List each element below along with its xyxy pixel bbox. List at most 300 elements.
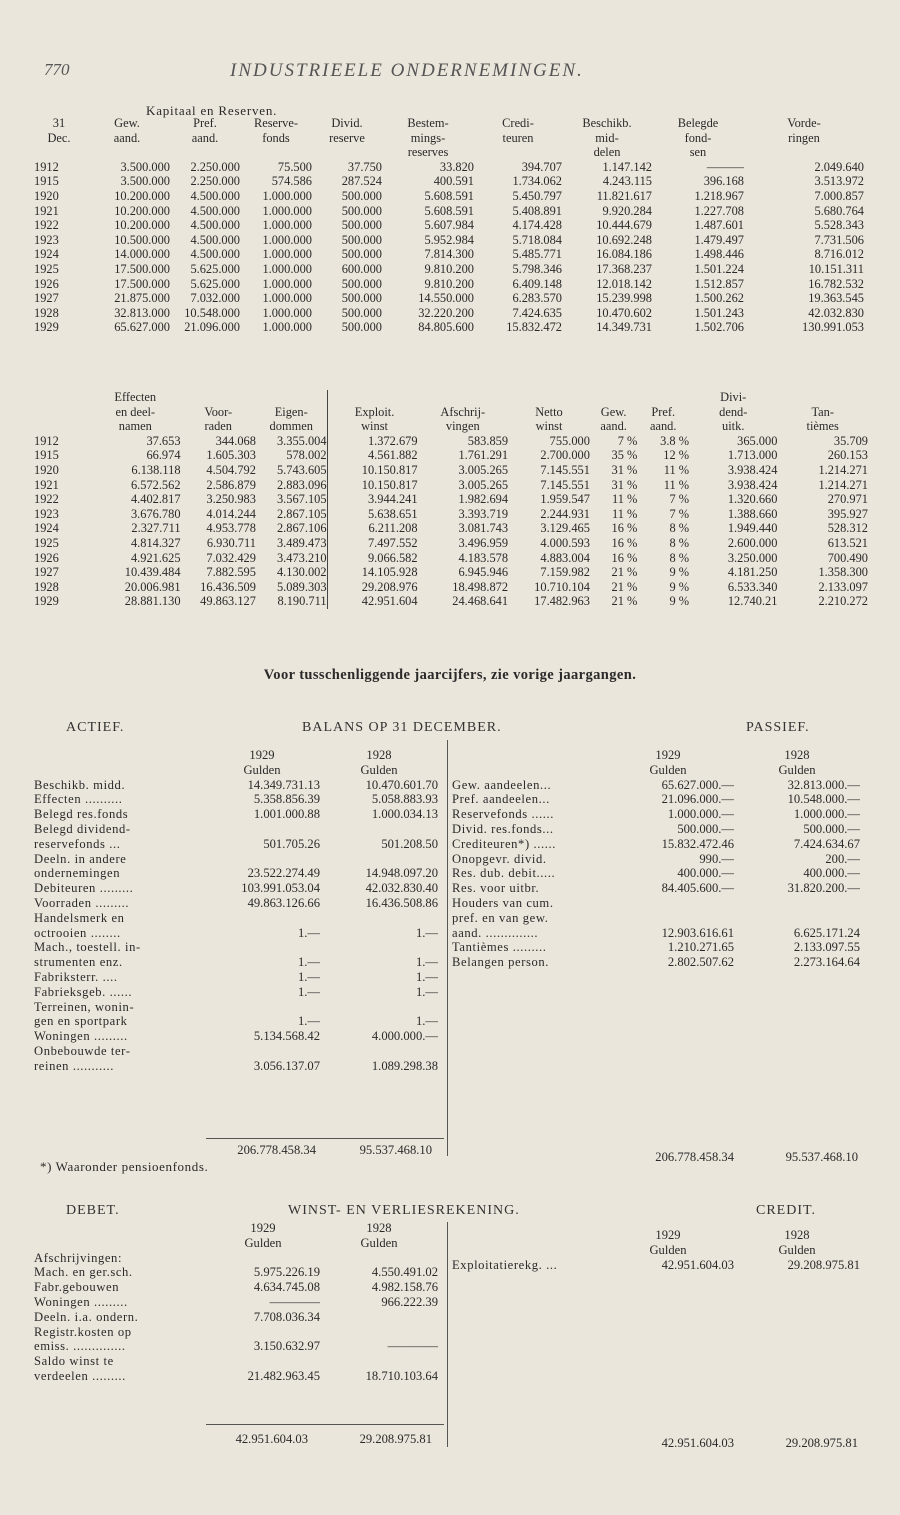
item-value: 1.089.298.38 xyxy=(371,1058,438,1073)
item-label: Gew. aandeelen... xyxy=(452,777,552,792)
table-cell: 1.959.547 xyxy=(540,492,590,507)
item-value xyxy=(204,1044,320,1059)
table-header-row xyxy=(34,405,868,420)
column-header: winst xyxy=(535,419,563,434)
table-cell: 1.218.967 xyxy=(694,188,744,203)
list-item xyxy=(34,896,438,911)
table-cell: 16 % xyxy=(611,550,638,565)
table-cell: 5.638.651 xyxy=(327,507,418,522)
table-cell: 3.500.000 xyxy=(120,174,170,189)
item-value: ———— xyxy=(269,1294,320,1309)
table-cell: 1.487.601 xyxy=(694,218,744,233)
column-header: dend- xyxy=(719,404,748,419)
table-cell: 600.000 xyxy=(341,261,382,276)
table-cell: 6.283.570 xyxy=(512,291,562,306)
table-cell: 17.368.237 xyxy=(596,261,652,276)
column-header xyxy=(418,390,509,405)
table-cell: 1.761.291 xyxy=(458,448,509,463)
column-header xyxy=(256,390,327,405)
table-cell: 1.000.000 xyxy=(262,232,312,247)
table-cell: 583.859 xyxy=(467,433,509,448)
table-row xyxy=(34,463,868,478)
table-cell: 3.8 % xyxy=(660,433,690,448)
table-row xyxy=(34,492,868,507)
column-header: vingen xyxy=(445,419,480,434)
list-item xyxy=(34,1265,438,1280)
table-cell: 5.952.984 xyxy=(424,232,474,247)
table-header-row xyxy=(34,419,868,434)
table-cell: 613.521 xyxy=(827,535,868,550)
table-cell: 1.214.271 xyxy=(818,462,868,477)
table-cell: 21 % xyxy=(611,579,638,594)
table-row xyxy=(34,277,864,292)
table-cell: 3.567.105 xyxy=(276,492,327,507)
item-value: 990.— xyxy=(699,851,734,866)
list-item xyxy=(34,822,438,837)
column-header: reserves xyxy=(407,145,449,160)
table-cell: 500.000 xyxy=(341,188,382,203)
item-value: 1.— xyxy=(297,925,320,940)
item-label: Exploitatierekg. ... xyxy=(452,1257,558,1272)
table-cell: 17.500.000 xyxy=(114,276,170,291)
column-header: 31 xyxy=(52,116,66,130)
item-label: Pref. aandeelen... xyxy=(452,792,550,807)
table-cell: 3.081.743 xyxy=(458,521,509,536)
table-cell: 270.971 xyxy=(827,492,868,507)
table-cell: 31 % xyxy=(611,462,638,477)
table-cell: 3.393.719 xyxy=(458,506,509,521)
table-cell: 21 % xyxy=(611,565,638,580)
table-cell: 7 % xyxy=(617,433,638,448)
table-cell: 1928 xyxy=(34,305,59,320)
table-cell: 1927 xyxy=(34,565,59,580)
table-row xyxy=(34,580,868,595)
table-cell: 396.168 xyxy=(703,174,744,189)
item-label: emiss. .............. xyxy=(34,1339,126,1354)
table-cell: 5.607.984 xyxy=(424,218,474,233)
table-cell: 35 % xyxy=(611,448,638,463)
list-item xyxy=(34,1339,438,1354)
column-header: winst xyxy=(327,419,418,434)
column-header: Dec. xyxy=(47,130,71,145)
table-cell: 16.084.186 xyxy=(596,247,652,262)
table-cell: 1922 xyxy=(34,492,59,507)
item-label: Beschikb. midd. xyxy=(34,777,126,792)
wv-title: WINST- EN VERLIESREKENING. xyxy=(288,1203,520,1218)
table-cell: 1.372.679 xyxy=(327,434,418,449)
item-value: 4.000.000.— xyxy=(371,1029,438,1044)
actief-total-1929: 206.778.458.34 xyxy=(237,1143,316,1157)
table-cell: 2.327.711 xyxy=(131,521,181,536)
table-cell: 2.244.931 xyxy=(540,506,590,521)
column-header xyxy=(777,390,868,405)
list-item xyxy=(34,1369,438,1384)
column-header: Eigen- xyxy=(274,404,308,419)
table-cell: 3.938.424 xyxy=(727,462,778,477)
capital-group-header: Kapitaal en Reserven. xyxy=(146,103,278,118)
table-cell: 2.049.640 xyxy=(814,159,864,174)
balans-divider xyxy=(447,740,448,1156)
item-value: 65.627.000.— xyxy=(661,777,734,792)
item-value: 5.975.226.19 xyxy=(253,1265,320,1280)
list-item xyxy=(34,852,438,867)
list-item xyxy=(34,1295,438,1310)
table-cell: 6.945.946 xyxy=(458,565,509,580)
item-value: 103.991.053.04 xyxy=(241,881,320,896)
list-item xyxy=(452,778,860,793)
item-value xyxy=(602,911,734,926)
table-cell: 5.743.605 xyxy=(276,462,327,477)
item-value: 2.802.507.62 xyxy=(667,955,734,970)
passief-title: PASSIEF. xyxy=(746,720,810,735)
table-cell: 3.500.000 xyxy=(120,159,170,174)
table-cell: 578.002 xyxy=(286,448,327,463)
item-label: ondernemingen xyxy=(34,866,121,881)
item-value: 10.548.000.— xyxy=(787,792,860,807)
column-header xyxy=(327,390,418,405)
table-row xyxy=(34,247,864,262)
item-value: 1.— xyxy=(415,955,438,970)
table-cell: 5.608.591 xyxy=(424,188,474,203)
table-cell: 84.805.600 xyxy=(418,320,474,335)
table-cell: 10.150.817 xyxy=(327,478,418,493)
item-value xyxy=(204,940,320,955)
item-value: 4.550.491.02 xyxy=(371,1265,438,1280)
table-cell: 2.210.272 xyxy=(818,594,868,609)
table-cell: 500.000 xyxy=(341,320,382,335)
table-cell: 4.500.000 xyxy=(190,188,240,203)
table-cell: 16 % xyxy=(611,521,638,536)
table-cell: 1923 xyxy=(34,506,59,521)
column-header xyxy=(34,419,90,434)
item-label: Terreinen, wonin- xyxy=(34,999,135,1014)
table-cell: 11.821.617 xyxy=(596,188,652,203)
table-cell: 65.627.000 xyxy=(114,320,170,335)
list-item xyxy=(34,970,438,985)
debet-total-rule xyxy=(206,1424,444,1425)
column-header: aand. xyxy=(191,130,219,145)
item-label: Res. voor uitbr. xyxy=(452,881,540,896)
list-item xyxy=(34,940,438,955)
table-cell: 5.625.000 xyxy=(190,276,240,291)
table-cell: 11 % xyxy=(663,462,690,477)
list-item xyxy=(34,866,438,881)
column-header: fonds xyxy=(262,130,290,145)
column-header: Pref. xyxy=(651,404,676,419)
item-label: Houders van cum. xyxy=(452,895,554,910)
table-cell: 14.000.000 xyxy=(114,247,170,262)
table-cell: 3.129.465 xyxy=(540,521,590,536)
table-cell: 1912 xyxy=(34,159,59,174)
debet-total-1929: 42.951.604.03 xyxy=(235,1432,308,1446)
table-header-row xyxy=(34,390,868,405)
table-cell: 33.820 xyxy=(439,159,474,174)
item-value: 5.058.883.93 xyxy=(371,792,438,807)
table-cell: 1.000.000 xyxy=(262,320,312,335)
item-label: Mach. en ger.sch. xyxy=(34,1265,133,1280)
item-value: 501.208.50 xyxy=(381,836,438,851)
table-row xyxy=(34,189,864,204)
column-header: Netto xyxy=(535,404,563,419)
column-header: sen xyxy=(689,145,707,160)
table-cell: 2.250.000 xyxy=(190,174,240,189)
table-cell: 4.243.115 xyxy=(602,174,652,189)
column-header: delen xyxy=(593,145,621,160)
table-cell: 1.000.000 xyxy=(262,218,312,233)
column-header: Bestem- xyxy=(407,116,449,130)
column-header: Gew. xyxy=(114,116,140,130)
item-value xyxy=(602,896,734,911)
item-value: 1.— xyxy=(297,969,320,984)
table-cell: 4.504.792 xyxy=(206,462,256,477)
item-label: Deeln. i.a. ondern. xyxy=(34,1309,139,1324)
list-item xyxy=(34,1000,438,1015)
list-item xyxy=(34,792,438,807)
table-row xyxy=(34,233,864,248)
item-value: 966.222.39 xyxy=(381,1294,438,1309)
table-cell: 4.953.778 xyxy=(206,521,256,536)
list-item xyxy=(452,911,860,926)
table-cell: 755.000 xyxy=(549,433,590,448)
item-value: 1.— xyxy=(415,984,438,999)
item-value xyxy=(320,1044,438,1059)
column-header xyxy=(240,145,312,160)
table-cell: 7.882.595 xyxy=(206,565,256,580)
table-cell: 1923 xyxy=(34,232,59,247)
item-label: verdeelen ......... xyxy=(34,1368,126,1383)
list-item xyxy=(452,822,860,837)
table-cell: 10.500.000 xyxy=(114,232,170,247)
table-cell: 6.572.562 xyxy=(130,477,181,492)
table-cell: 10.151.311 xyxy=(808,261,864,276)
item-value xyxy=(204,911,320,926)
table-cell: 1929 xyxy=(34,594,59,609)
table-cell: 4.181.250 xyxy=(727,565,778,580)
table-cell: ——— xyxy=(706,159,744,174)
table-cell: 8 % xyxy=(669,535,690,550)
column-header xyxy=(181,390,256,405)
table-cell: 5.798.346 xyxy=(512,261,562,276)
debet-total-1928: 29.208.975.81 xyxy=(359,1432,432,1446)
column-header: aand. xyxy=(113,130,141,145)
table-cell: 31 % xyxy=(611,477,638,492)
table-cell: 24.468.641 xyxy=(452,594,509,609)
table-cell: 37.750 xyxy=(347,159,382,174)
table-row xyxy=(34,551,868,566)
item-value xyxy=(204,822,320,837)
item-label: Belegd res.fonds xyxy=(34,807,129,822)
passief-total-1928: 95.537.468.10 xyxy=(785,1150,858,1164)
table-cell: 7.000.857 xyxy=(814,188,864,203)
table-cell: 7.497.552 xyxy=(327,536,418,551)
table-cell: 7 % xyxy=(669,506,690,521)
item-value xyxy=(320,1000,438,1015)
table-cell: 18.498.872 xyxy=(452,579,509,594)
item-value: 42.951.604.03 xyxy=(661,1257,734,1272)
item-label: Mach., toestell. in- xyxy=(34,940,141,955)
capital-table xyxy=(34,116,864,335)
item-value: 1.— xyxy=(415,969,438,984)
table-cell: 394.707 xyxy=(521,159,562,174)
item-label: Reservefonds ...... xyxy=(452,807,554,822)
column-header: tièmes xyxy=(806,419,839,434)
table-cell: 10.470.602 xyxy=(596,305,652,320)
table-cell: 3.944.241 xyxy=(327,492,418,507)
table-cell: 500.000 xyxy=(341,305,382,320)
item-label: Fabriksterr. .... xyxy=(34,969,118,984)
table-cell: 1921 xyxy=(34,203,59,218)
credit-total-1929: 42.951.604.03 xyxy=(661,1436,734,1450)
table-cell: 15.832.472 xyxy=(506,320,562,335)
table-cell: 3.355.004 xyxy=(276,433,327,448)
passief-table: 1929 1928 Gulden Gulden Gew. aandeelen... 65.627.000.— 32.813.000.— Pref. aandeelen... 21.096.000.— 10.548.000.— Reservefonds ...... 1.000.000.— 1.000.000.— Divid. res.fonds... 500.000.— 500.000.— Crediteuren*) ...... 15.832.472.46 7.424.634.67 Onopgevr. divid. 990.— 200.— Res. dub. debit..... 400.000.— 400.000.— Res. voor uitbr. 84.405.600.— 31.820.200.— Houders van cum. pref. en van gew. aand. .............. 12.903.616.61 6.625.171.24 Tantièmes ......... 1.210.271.65 2.133.097.55 Belangen person. 2.802.507.62 2.273.164.64 xyxy=(452,748,860,970)
column-header: Divi- xyxy=(720,390,747,404)
table-cell: 15.239.998 xyxy=(596,291,652,306)
passief-total-1929: 206.778.458.34 xyxy=(655,1150,734,1164)
list-item xyxy=(452,807,860,822)
item-label: Onbebouwde ter- xyxy=(34,1043,131,1058)
table-cell: 700.490 xyxy=(827,550,868,565)
table-cell: 11 % xyxy=(611,506,638,521)
table-cell: 29.208.976 xyxy=(327,580,418,595)
table-row xyxy=(34,594,868,609)
table-cell: 5.625.000 xyxy=(190,261,240,276)
column-header: en deel- xyxy=(115,404,156,419)
item-label: Belangen person. xyxy=(452,955,550,970)
actief-table: 1929 1928 Gulden Gulden Beschikb. midd. 14.349.731.13 10.470.601.70 Effecten .......... 5.358.856.39 5.058.883.93 Belegd res.fonds 1.001.000.88 1.000.034.13 Belegd dividend- reservefonds ... 501.705.26 501.208.50 Deeln. in andere ondernemingen 23.522.274.49 14.948.097.20 Debiteuren ......... 103.991.053.04 42.032.830.40 Voorraden ......... 49.863.126.66 16.436.508.86 Handelsmerk en octrooien ........ 1.— 1.— Mach., toestell. in- strumenten enz. 1.— 1.— Fabriksterr. .... 1.— 1.— Fabrieksgeb. ...... 1.— 1.— Terreinen, wonin- gen en sportpark 1.— 1.— Woningen ......... 5.134.568.42 4.000.000.— Onbebouwde ter- reinen ........... 3.056.137.07 1.089.298.38 xyxy=(34,748,438,1073)
item-label: Voorraden ......... xyxy=(34,895,130,910)
column-header: Effecten xyxy=(114,390,157,404)
list-item xyxy=(34,807,438,822)
item-value xyxy=(204,1000,320,1015)
table-cell: 1924 xyxy=(34,521,59,536)
item-value: 21.096.000.— xyxy=(661,792,734,807)
table-cell: 1.000.000 xyxy=(262,305,312,320)
table-cell: 1.000.000 xyxy=(262,203,312,218)
column-header: raden xyxy=(204,419,232,434)
table-cell: 21 % xyxy=(611,594,638,609)
table-cell: 1.388.660 xyxy=(727,506,778,521)
item-value: 5.134.568.42 xyxy=(253,1029,320,1044)
table-cell: 5.450.797 xyxy=(512,188,562,203)
column-header: aand. xyxy=(649,419,677,434)
table-row xyxy=(34,262,864,277)
table-cell: 1928 xyxy=(34,579,59,594)
table-cell: 10.200.000 xyxy=(114,218,170,233)
credit-table: 1929 1928 Gulden Gulden Exploitatierekg. ... 42.951.604.03 29.208.975.81 xyxy=(452,1228,860,1272)
table-cell: 5.718.084 xyxy=(512,232,562,247)
table-cell: 11 % xyxy=(611,492,638,507)
table-cell: 1.605.303 xyxy=(206,448,256,463)
table-cell: 7.814.300 xyxy=(424,247,474,262)
table-cell: 1925 xyxy=(34,261,59,276)
table-row xyxy=(34,160,864,175)
table-cell: 395.927 xyxy=(827,506,868,521)
column-header xyxy=(474,145,562,160)
table-cell: 14.550.000 xyxy=(418,291,474,306)
item-value xyxy=(320,852,438,867)
list-item xyxy=(452,852,860,867)
table-cell: 1.147.142 xyxy=(602,159,652,174)
balans-footnote: *) Waaronder pensioenfonds. xyxy=(40,1159,209,1174)
item-value: 400.000.— xyxy=(677,866,734,881)
column-header: ringen xyxy=(788,130,820,145)
table-cell: 21.875.000 xyxy=(114,291,170,306)
column-header: Voor- xyxy=(204,404,233,419)
table-header-row xyxy=(34,131,864,146)
item-label: Afschrijvingen: xyxy=(34,1250,123,1265)
table-cell: 8.190.711 xyxy=(277,594,327,609)
table-row xyxy=(34,306,864,321)
item-value: 29.208.975.81 xyxy=(787,1257,860,1272)
column-header: Credi- xyxy=(502,116,534,130)
list-item xyxy=(34,926,438,941)
item-label: Woningen ......... xyxy=(34,1294,128,1309)
table-cell: 2.867.105 xyxy=(276,506,327,521)
list-item xyxy=(34,955,438,970)
item-value: 500.000.— xyxy=(677,821,734,836)
list-item xyxy=(452,955,860,970)
column-header xyxy=(34,405,90,420)
table-cell: 4.921.625 xyxy=(130,550,181,565)
table-row xyxy=(34,448,868,463)
list-item xyxy=(34,1310,438,1325)
table-cell: 1.000.000 xyxy=(262,261,312,276)
column-header: Afschrij- xyxy=(440,404,486,419)
table-cell: 1.000.000 xyxy=(262,276,312,291)
table-cell: 7.731.506 xyxy=(814,232,864,247)
item-label: reservefonds ... xyxy=(34,836,121,851)
table-cell: 1.734.062 xyxy=(512,174,562,189)
item-value: 7.424.634.67 xyxy=(793,836,860,851)
item-value xyxy=(206,1251,320,1266)
table-cell: 8.716.012 xyxy=(814,247,864,262)
table-header-row xyxy=(34,116,864,131)
item-value: 5.358.856.39 xyxy=(253,792,320,807)
table-cell: 574.586 xyxy=(271,174,312,189)
item-value: 49.863.126.66 xyxy=(247,895,320,910)
page-number: 770 xyxy=(44,60,70,79)
item-value: 1.— xyxy=(415,925,438,940)
column-header xyxy=(170,145,240,160)
table-cell: 1920 xyxy=(34,462,59,477)
item-label: Registr.kosten op xyxy=(34,1324,132,1339)
table-cell: 500.000 xyxy=(341,247,382,262)
list-item xyxy=(34,778,438,793)
column-header: Tan- xyxy=(811,404,834,419)
item-value xyxy=(206,1325,320,1340)
table-cell: 49.863.127 xyxy=(200,594,256,609)
list-item xyxy=(452,792,860,807)
item-value: 1.— xyxy=(297,1014,320,1029)
table-cell: 260.153 xyxy=(827,448,868,463)
column-header: Exploit. xyxy=(327,405,418,420)
table-cell: 75.500 xyxy=(277,159,312,174)
table-row xyxy=(34,434,868,449)
table-row xyxy=(34,521,868,536)
item-value xyxy=(320,911,438,926)
list-item xyxy=(34,911,438,926)
item-label: Belegd dividend- xyxy=(34,821,131,836)
item-label: Fabrieksgeb. ...... xyxy=(34,984,133,999)
table-cell: 4.500.000 xyxy=(190,232,240,247)
column-header xyxy=(312,145,382,160)
item-value: 14.349.731.13 xyxy=(247,777,320,792)
item-value: 18.710.103.64 xyxy=(365,1368,438,1383)
table-cell: 1924 xyxy=(34,247,59,262)
item-label: Onopgevr. divid. xyxy=(452,851,547,866)
table-cell: 344.068 xyxy=(215,433,256,448)
